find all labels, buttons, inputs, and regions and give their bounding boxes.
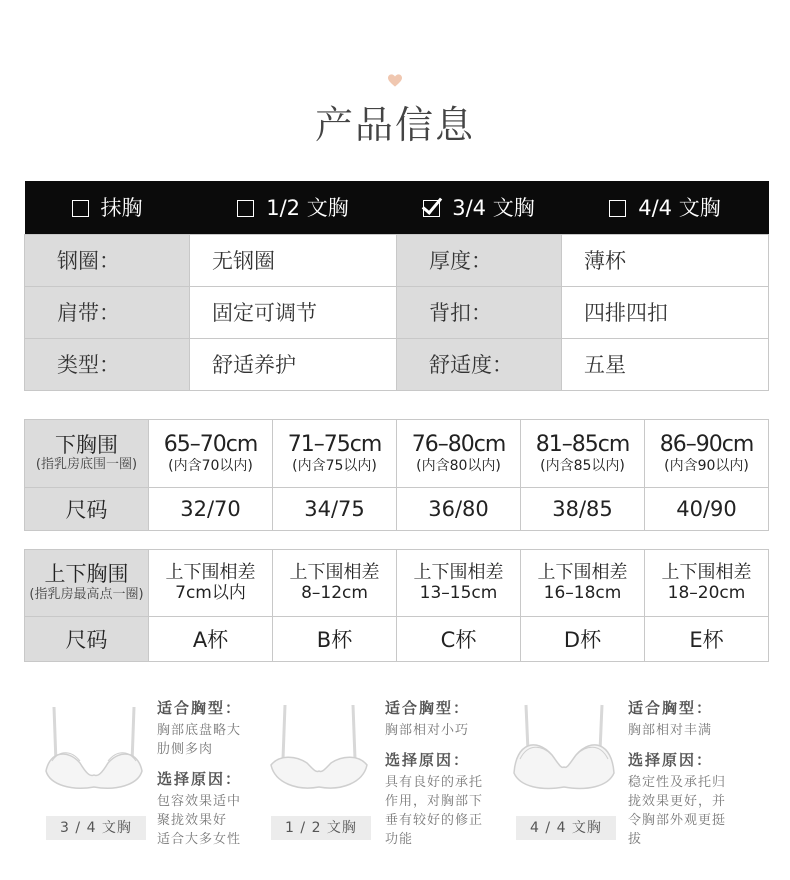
attribute-key: 类型：	[25, 338, 190, 390]
bra-half-cup-icon	[265, 703, 373, 793]
bra-type-label: 4 / 4 文胸	[516, 816, 616, 840]
category-label: 3/4 文胸	[452, 196, 535, 221]
band-range-cell: 65–70cm (内含70以内)	[149, 420, 273, 488]
product-attributes-table	[24, 181, 769, 391]
reason-title: 选择原因：	[385, 751, 471, 769]
cup-range-cell: 上下围相差 18–20cm	[645, 550, 769, 617]
cup-size-cell: B杯	[273, 617, 397, 662]
table-row	[25, 550, 769, 617]
bra-three-quarter-icon	[40, 703, 148, 793]
fit-title: 适合胸型：	[628, 699, 714, 717]
checkbox-icon	[237, 200, 254, 217]
band-range-cell: 86–90cm (内含90以内)	[645, 420, 769, 488]
attribute-value: 固定可调节	[190, 286, 397, 338]
bra-type-label: 1 / 2 文胸	[271, 816, 371, 840]
checkbox-icon	[609, 200, 626, 217]
cup-size-cell: C杯	[397, 617, 521, 662]
size-label: 尺码	[25, 617, 149, 662]
attribute-key: 背扣：	[397, 286, 562, 338]
band-range-cell: 81–85cm (内含85以内)	[521, 420, 645, 488]
cup-header-main: 上下胸围	[44, 562, 129, 587]
bra-description: 适合胸型： 胸部相对小巧 选择原因： 具有良好的承托 作用，对胸部下 垂有较好的修正 功能	[385, 699, 484, 847]
band-header	[25, 420, 149, 488]
reason-title: 选择原因：	[628, 751, 714, 769]
attribute-value: 舒适养护	[190, 338, 397, 390]
cup-size-cell: E杯	[645, 617, 769, 662]
cup-size-cell: D杯	[521, 617, 645, 662]
cup-range-cell: 上下围相差 16–18cm	[521, 550, 645, 617]
cup-header-sub: (指乳房最高点一圈)	[29, 586, 144, 602]
bra-full-cup-icon	[510, 703, 618, 793]
category-label: 1/2 文胸	[266, 196, 349, 221]
band-size-table	[24, 419, 769, 531]
size-label: 尺码	[25, 488, 149, 531]
attribute-row	[25, 338, 769, 390]
band-size-cell: 34/75	[273, 488, 397, 531]
attribute-value: 无钢圈	[190, 234, 397, 286]
band-size-cell: 32/70	[149, 488, 273, 531]
attribute-key: 钢圈：	[25, 234, 190, 286]
cup-range-cell: 上下围相差 7cm以内	[149, 550, 273, 617]
band-size-cell: 40/90	[645, 488, 769, 531]
cup-range-cell: 上下围相差 8–12cm	[273, 550, 397, 617]
band-size-cell: 36/80	[397, 488, 521, 531]
page-title: 产品信息	[314, 103, 475, 147]
band-header-sub: (指乳房底围一圈)	[35, 457, 138, 473]
table-row	[25, 420, 769, 488]
attribute-value: 四排四扣	[562, 286, 769, 338]
bra-type-label: 3 / 4 文胸	[46, 816, 146, 840]
attribute-row	[25, 234, 769, 286]
table-row	[25, 617, 769, 662]
fit-title: 适合胸型：	[157, 699, 243, 717]
attribute-value: 薄杯	[562, 234, 769, 286]
attribute-key: 舒适度：	[397, 338, 562, 390]
fit-title: 适合胸型：	[385, 699, 471, 717]
category-item	[562, 181, 769, 234]
checkbox-icon	[72, 200, 89, 217]
attribute-value: 五星	[562, 338, 769, 390]
cup-size-cell: A杯	[149, 617, 273, 662]
attribute-key: 肩带：	[25, 286, 190, 338]
band-range-cell: 71–75cm (内含75以内)	[273, 420, 397, 488]
cup-range-cell: 上下围相差 13–15cm	[397, 550, 521, 617]
band-size-cell: 38/85	[521, 488, 645, 531]
reason-title: 选择原因：	[157, 770, 243, 788]
attribute-row	[25, 286, 769, 338]
category-bar	[25, 181, 769, 234]
attribute-key: 厚度：	[397, 234, 562, 286]
bra-description: 适合胸型： 胸部底盘略大 肋侧多肉 选择原因： 包容效果适中 聚拢效果好 适合大多女性	[157, 699, 243, 847]
checkbox-checked-icon	[423, 200, 440, 217]
category-item	[397, 181, 562, 234]
heart-icon	[388, 74, 402, 88]
bra-description: 适合胸型： 胸部相对丰满 选择原因： 稳定性及承托归 拢效果更好，并 令胸部外观更挺 拔	[628, 699, 727, 847]
category-item	[25, 181, 190, 234]
band-header-main: 下胸围	[55, 432, 118, 457]
cup-size-table	[24, 549, 769, 662]
category-label: 抹胸	[100, 196, 143, 221]
category-label: 4/4 文胸	[638, 196, 721, 221]
cup-header	[25, 550, 149, 617]
table-row	[25, 488, 769, 531]
category-item	[190, 181, 397, 234]
band-range-cell: 76–80cm (内含80以内)	[397, 420, 521, 488]
